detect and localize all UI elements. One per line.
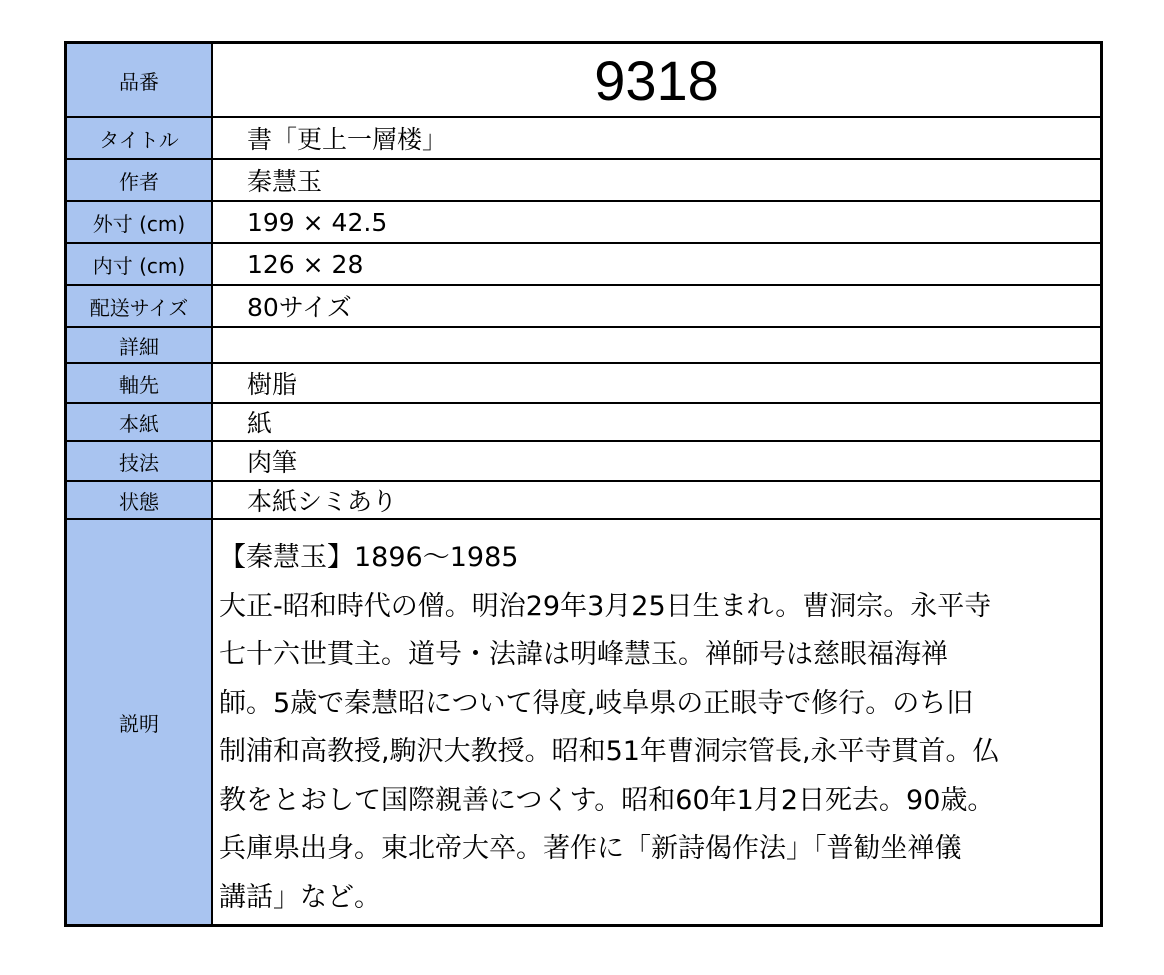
- technique-value: 肉筆: [213, 442, 1100, 482]
- description-text: [213, 520, 1100, 924]
- description-line: 講話」など。: [219, 881, 381, 913]
- description-line: 大正-昭和時代の僧。明治29年3月25日生まれ。曹洞宗。永平寺: [219, 590, 992, 622]
- description-line: 七十六世貫主。道号・法諱は明峰慧玉。禅師号は慈眼福海禅: [219, 639, 948, 670]
- inner-size-label: 内寸 (cm): [67, 244, 213, 286]
- outer-size-label: 外寸 (cm): [67, 202, 213, 244]
- condition-label: 状態: [67, 482, 213, 520]
- details-label: 詳細: [67, 328, 213, 364]
- paper-value: 紙: [213, 404, 1100, 442]
- paper-label: 本紙: [67, 404, 213, 442]
- shipping-size-value: 80サイズ: [213, 286, 1100, 328]
- description-line: 兵庫県出身。東北帝大卒。著作に「新詩偈作法」「普勧坐禅儀: [219, 833, 962, 864]
- artist-label: 作者: [67, 160, 213, 202]
- description-line: 教をとおして国際親善につくす。昭和60年1月2日死去。90歳。: [219, 784, 995, 816]
- condition-value: 本紙シミあり: [213, 482, 1100, 520]
- description-line: 制浦和高教授,駒沢大教授。昭和51年曹洞宗管長,永平寺貫首。仏: [219, 736, 1000, 767]
- item-number-value: 9318: [213, 44, 1100, 118]
- title-value: 書「更上一層楼」: [213, 118, 1100, 160]
- title-label: タイトル: [67, 118, 213, 160]
- inner-size-value: 126 × 28: [213, 244, 1100, 286]
- roller-end-label: 軸先: [67, 364, 213, 404]
- item-number-label: 品番: [67, 44, 213, 118]
- artist-value: 秦慧玉: [213, 160, 1100, 202]
- description-line: 師。5歳で秦慧昭について得度,岐阜県の正眼寺で修行。のち旧: [219, 687, 974, 719]
- details-value: [213, 328, 1100, 364]
- shipping-size-label: 配送サイズ: [67, 286, 213, 328]
- technique-label: 技法: [67, 442, 213, 482]
- product-info-table: [64, 41, 1103, 927]
- description-line: 【秦慧玉】1896〜1985: [219, 542, 519, 573]
- description-label: 説明: [67, 520, 213, 924]
- roller-end-value: 樹脂: [213, 364, 1100, 404]
- outer-size-value: 199 × 42.5: [213, 202, 1100, 244]
